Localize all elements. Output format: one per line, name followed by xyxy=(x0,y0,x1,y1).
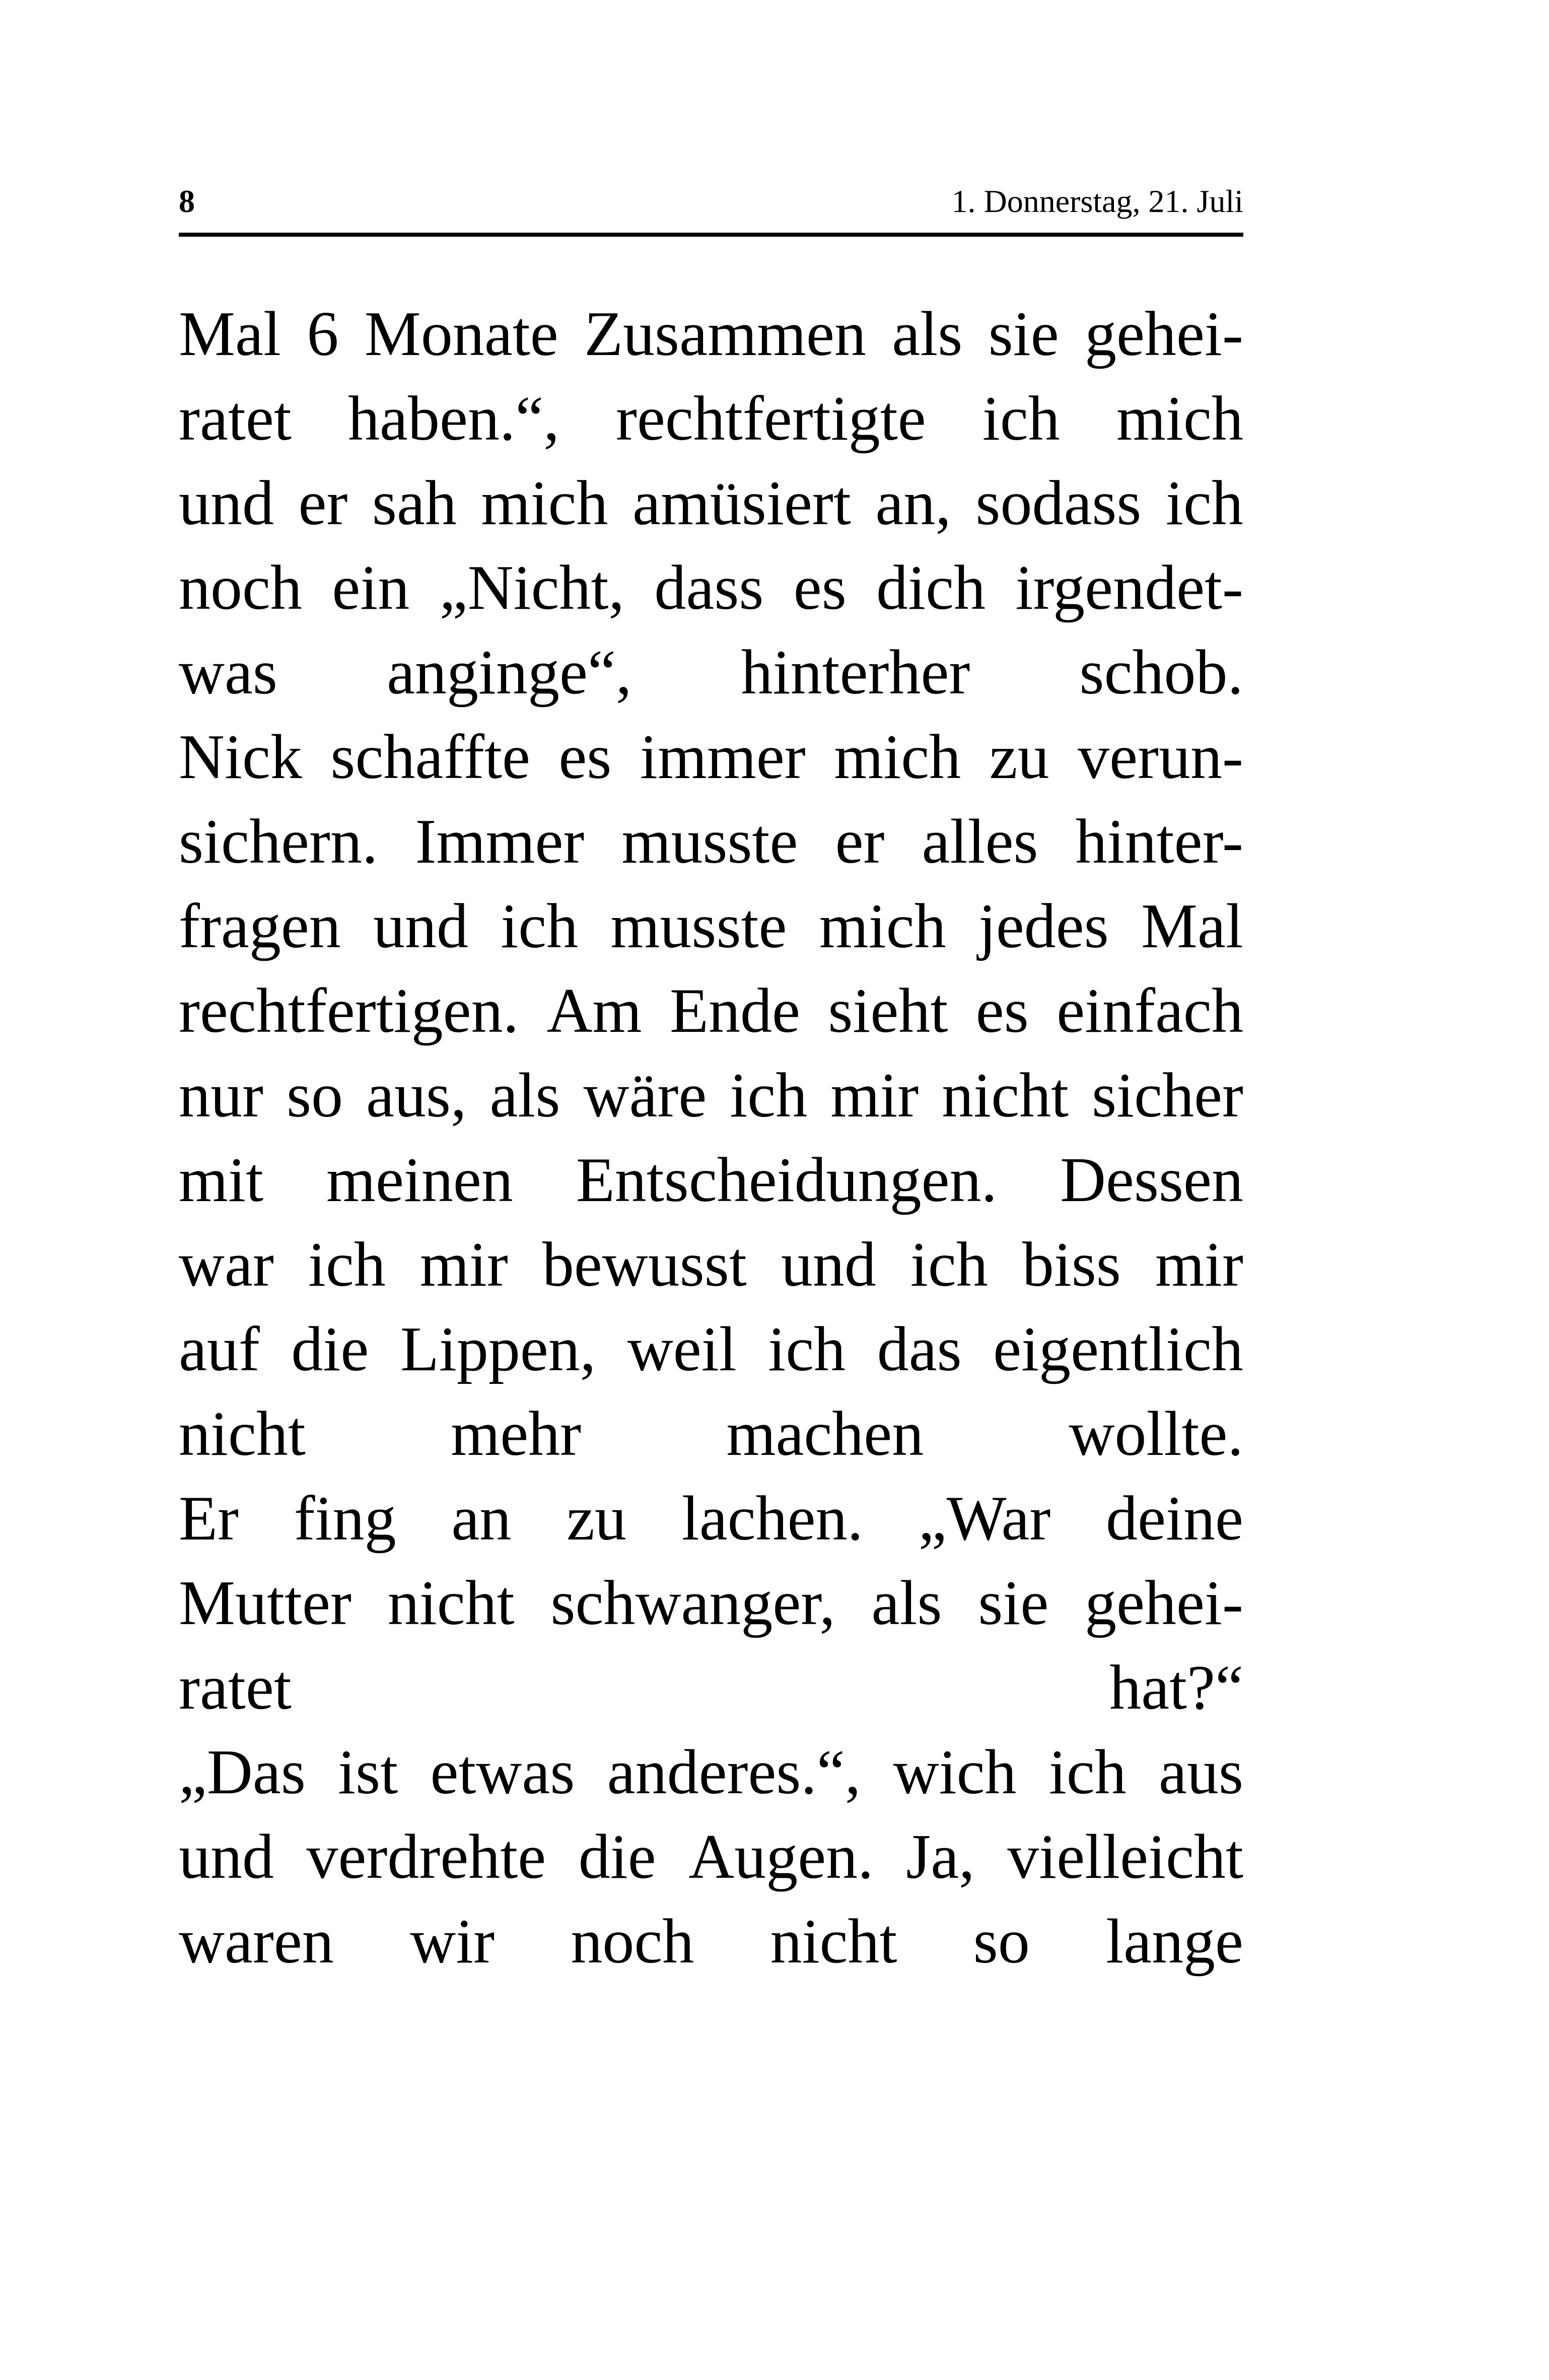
word: was xyxy=(179,638,277,708)
word: hinter- xyxy=(1075,807,1243,877)
word: aus, xyxy=(366,1061,467,1131)
word: ich xyxy=(501,891,579,961)
word: jedes xyxy=(978,891,1109,961)
text-line xyxy=(179,884,1243,969)
word: ich xyxy=(982,384,1060,454)
word: alles xyxy=(922,807,1038,877)
text-line xyxy=(179,292,1243,377)
word: „War xyxy=(918,1484,1051,1554)
word: es xyxy=(975,976,1029,1046)
word: nicht xyxy=(942,1061,1069,1131)
text-line xyxy=(179,377,1243,461)
word: anginge“, xyxy=(387,638,632,708)
word: „Nicht, xyxy=(439,553,625,623)
word: ratet xyxy=(179,1653,292,1723)
word: schob. xyxy=(1079,638,1243,708)
word: und xyxy=(373,891,469,961)
word: hat?“ xyxy=(1109,1653,1243,1723)
word: es xyxy=(793,553,847,623)
word: Mal xyxy=(179,299,281,369)
word: ein xyxy=(332,553,410,623)
word: amüsiert xyxy=(632,468,851,538)
word: als xyxy=(892,299,963,369)
text-line xyxy=(179,1646,1243,1730)
word: mehr xyxy=(451,1399,582,1469)
text-line xyxy=(179,1392,1243,1477)
word: biss xyxy=(1022,1230,1121,1300)
word: lachen. xyxy=(681,1484,863,1554)
word: irgendet- xyxy=(1015,553,1243,623)
text-line xyxy=(179,1900,1243,1984)
text-line xyxy=(179,969,1243,1054)
word: wir xyxy=(410,1907,495,1977)
word: die xyxy=(578,1822,656,1892)
word: Am xyxy=(546,976,642,1046)
word: an xyxy=(451,1484,512,1554)
word: mich xyxy=(834,722,961,792)
word: so xyxy=(973,1907,1030,1977)
word: mich xyxy=(1116,384,1243,454)
running-title: 1. Donnerstag, 21. Juli xyxy=(951,183,1243,219)
word: einfach xyxy=(1057,976,1243,1046)
word: gehei- xyxy=(1085,299,1243,369)
word: als xyxy=(871,1568,942,1638)
text-line xyxy=(179,1223,1243,1307)
word: ich xyxy=(1165,468,1243,538)
word: Immer xyxy=(415,807,585,877)
word: war xyxy=(179,1230,274,1300)
word: wich xyxy=(893,1737,1017,1807)
word: sodass xyxy=(975,468,1142,538)
word: waren xyxy=(179,1907,334,1977)
word: Ende xyxy=(670,976,800,1046)
word: als xyxy=(489,1061,560,1131)
word: „Das xyxy=(179,1737,306,1807)
text-line xyxy=(179,1054,1243,1138)
word: die xyxy=(291,1314,369,1384)
word: lange xyxy=(1106,1907,1243,1977)
text-line xyxy=(179,631,1243,715)
word: bewusst xyxy=(542,1230,747,1300)
word: nicht xyxy=(387,1568,515,1638)
word: noch xyxy=(179,553,302,623)
word: er xyxy=(298,468,348,538)
word: ratet xyxy=(179,384,292,454)
word: wollte. xyxy=(1069,1399,1243,1469)
page-number: 8 xyxy=(179,183,195,219)
word: verun- xyxy=(1078,722,1243,792)
word: mir xyxy=(1155,1230,1243,1300)
word: mich xyxy=(481,468,608,538)
word: sichern. xyxy=(179,807,378,877)
word: Er xyxy=(179,1484,239,1554)
word: mir xyxy=(830,1061,919,1131)
word: schaffte xyxy=(330,722,530,792)
word: Zusammen xyxy=(584,299,866,369)
word: nicht xyxy=(179,1399,306,1469)
word: hinterher xyxy=(741,638,970,708)
text-line xyxy=(179,1138,1243,1223)
word: Nick xyxy=(179,722,302,792)
word: das xyxy=(877,1314,962,1384)
word: nur xyxy=(179,1061,263,1131)
word: aus xyxy=(1159,1737,1243,1807)
word: auf xyxy=(179,1314,260,1384)
word: ist xyxy=(338,1737,398,1807)
word: rechtfertigte xyxy=(616,384,926,454)
word: Mutter xyxy=(179,1568,351,1638)
word: ich xyxy=(910,1230,988,1300)
word: zu xyxy=(989,722,1049,792)
text-line xyxy=(179,546,1243,631)
word: und xyxy=(179,468,274,538)
page-header xyxy=(179,181,1243,222)
word: meinen xyxy=(326,1145,513,1215)
word: noch xyxy=(571,1907,694,1977)
word: sicher xyxy=(1092,1061,1243,1131)
word: sah xyxy=(372,468,457,538)
word: haben.“, xyxy=(348,384,559,454)
word: Augen. xyxy=(688,1822,874,1892)
word: und xyxy=(179,1822,274,1892)
word: es xyxy=(558,722,612,792)
word: rechtfertigen. xyxy=(179,976,519,1046)
header-rule xyxy=(179,233,1243,237)
word: Dessen xyxy=(1060,1145,1243,1215)
word: Lippen, xyxy=(400,1314,596,1384)
word: Ja, xyxy=(906,1822,975,1892)
word: sie xyxy=(978,1568,1049,1638)
text-line xyxy=(179,1815,1243,1900)
word: Mal xyxy=(1141,891,1243,961)
word: vielleicht xyxy=(1007,1822,1243,1892)
word: musste xyxy=(621,807,798,877)
text-line xyxy=(179,1477,1243,1561)
word: musste xyxy=(610,891,787,961)
word: nicht xyxy=(770,1907,897,1977)
word: zu xyxy=(567,1484,626,1554)
text-line xyxy=(179,461,1243,546)
word: machen xyxy=(726,1399,924,1469)
word: ich xyxy=(768,1314,846,1384)
word: mit xyxy=(179,1145,264,1215)
word: Entscheidungen. xyxy=(576,1145,998,1215)
word: immer xyxy=(640,722,806,792)
word: ich xyxy=(1048,1737,1126,1807)
word: ich xyxy=(308,1230,386,1300)
body-text xyxy=(179,292,1243,1984)
word: schwanger, xyxy=(550,1568,835,1638)
word: deine xyxy=(1106,1484,1243,1554)
text-line xyxy=(179,715,1243,800)
word: dich xyxy=(876,553,986,623)
word: fragen xyxy=(179,891,341,961)
word: fing xyxy=(294,1484,396,1554)
word: verdrehte xyxy=(306,1822,546,1892)
word: wäre xyxy=(583,1061,707,1131)
word: eigentlich xyxy=(993,1314,1243,1384)
word: ich xyxy=(730,1061,808,1131)
text-line xyxy=(179,1561,1243,1646)
word: und xyxy=(781,1230,876,1300)
word: weil xyxy=(627,1314,737,1384)
word: an, xyxy=(875,468,951,538)
word: so xyxy=(286,1061,343,1131)
text-line xyxy=(179,1730,1243,1815)
text-line xyxy=(179,800,1243,884)
word: Monate xyxy=(364,299,558,369)
word: anderes.“, xyxy=(607,1737,861,1807)
word: sieht xyxy=(828,976,948,1046)
word: dass xyxy=(654,553,764,623)
text-line xyxy=(179,1307,1243,1392)
word: mich xyxy=(819,891,946,961)
word: er xyxy=(835,807,885,877)
word: sie xyxy=(988,299,1059,369)
word: mir xyxy=(419,1230,508,1300)
word: 6 xyxy=(307,299,339,369)
word: etwas xyxy=(430,1737,575,1807)
word: gehei- xyxy=(1085,1568,1243,1638)
